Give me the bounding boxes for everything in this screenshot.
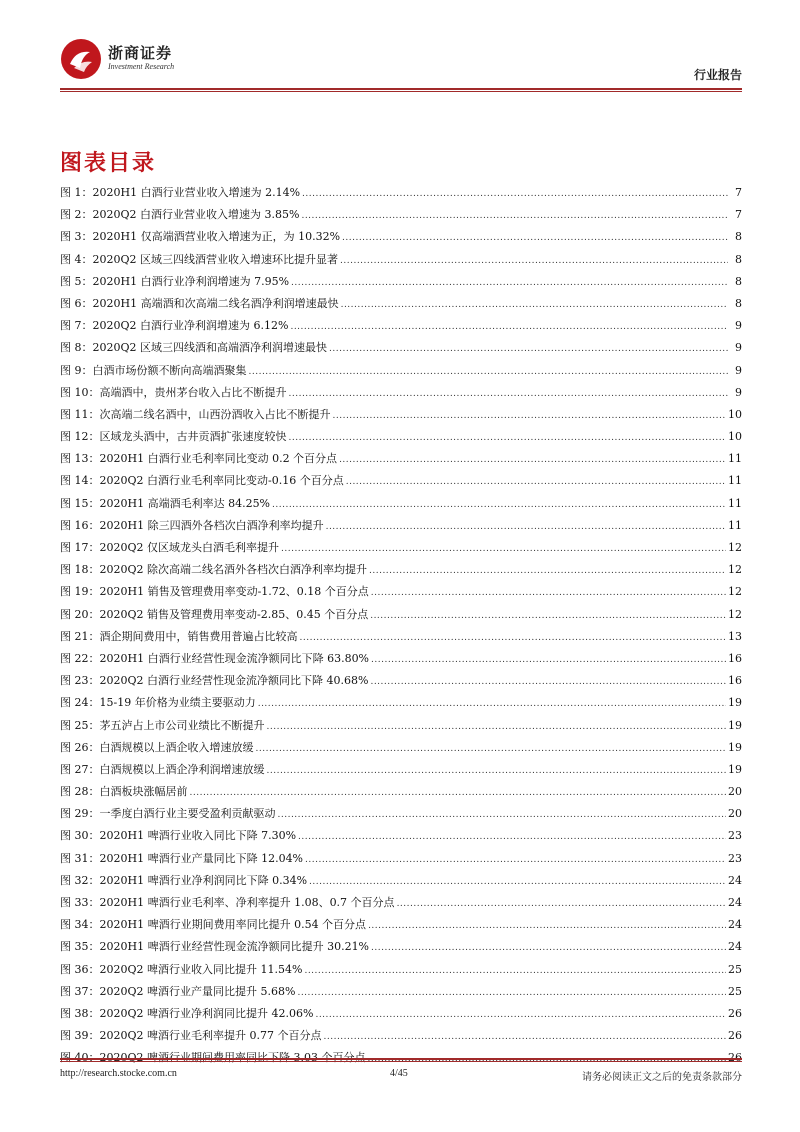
toc-entry[interactable] [60, 293, 742, 315]
toc-entry-label: 图 16：2020H1 除三四酒外各档次白酒净利率均提升 [60, 518, 324, 532]
toc-entry[interactable] [60, 559, 742, 581]
toc-entry-page: 7 [735, 186, 742, 199]
toc-entry-page: 8 [735, 252, 742, 266]
toc-entry[interactable] [60, 271, 742, 293]
brand-name: 浙商证券 [108, 44, 173, 62]
toc-entry-page: 10 [728, 407, 742, 421]
toc-entry-page: 16 [728, 674, 742, 688]
toc-entry-label: 图 37：2020Q2 啤酒行业产量同比提升 5.68% [60, 984, 296, 998]
page-header [60, 38, 742, 88]
toc-leader-dots [281, 538, 726, 560]
toc-entry[interactable] [60, 715, 742, 737]
toc-leader-dots [370, 671, 726, 693]
page-number: 4/45 [390, 1068, 408, 1079]
footer-divider-thin [60, 1061, 742, 1062]
toc-entry-label: 图 33：2020H1 啤酒行业毛利率、净利率提升 1.08、0.7 个百分点 [60, 896, 395, 909]
toc-entry-page: 12 [728, 563, 742, 577]
toc-entry[interactable] [60, 981, 742, 1003]
toc-entry-label: 图 32：2020H1 啤酒行业净利润同比下降 0.34% [60, 873, 308, 887]
toc-entry[interactable] [60, 648, 742, 670]
toc-leader-dots [289, 427, 727, 449]
toc-entry[interactable] [60, 781, 742, 803]
toc-leader-dots [267, 716, 727, 738]
toc-leader-dots [346, 471, 726, 493]
toc-entry-label: 图 13：2020H1 白酒行业毛利率同比变动 0.2 个百分点 [60, 452, 338, 466]
toc-leader-dots [324, 1026, 727, 1048]
toc-entry[interactable] [60, 426, 742, 448]
toc-leader-dots [371, 582, 726, 604]
toc-entry[interactable] [60, 1003, 742, 1025]
toc-entry[interactable] [60, 692, 742, 714]
toc-leader-dots [309, 871, 726, 893]
toc-leader-dots [339, 449, 726, 471]
toc-entry-label: 图 31：2020H1 啤酒行业产量同比下降 12.04% [60, 851, 304, 865]
toc-entry-page: 24 [728, 940, 742, 954]
toc-entry-label: 图 24：15-19 年价格为业绩主要驱动力 [60, 696, 256, 710]
toc-entry[interactable] [60, 515, 742, 537]
toc-entry[interactable] [60, 204, 742, 226]
toc-entry-page: 12 [728, 541, 742, 554]
toc-entry-label: 图 4：2020Q2 区域三四线酒营业收入增速环比提升显著 [60, 252, 339, 266]
toc-leader-dots [368, 915, 726, 937]
toc-leader-dots [291, 272, 728, 294]
toc-entry-label: 图 25：茅五泸占上市公司业绩比不断提升 [60, 718, 265, 732]
toc-entry-page: 20 [728, 785, 742, 799]
report-type: 行业报告 [693, 68, 742, 82]
toc-entry[interactable] [60, 493, 742, 515]
toc-entry-label: 图 8：2020Q2 区域三四线酒和高端酒净利润增速最快 [60, 341, 328, 355]
toc-entry-label: 图 29：一季度白酒行业主要受盈利贡献驱动 [60, 807, 276, 821]
toc-entry-label: 图 27：白酒规模以上酒企净利润增速放缓 [60, 762, 265, 776]
toc-leader-dots [329, 338, 728, 360]
toc-leader-dots [315, 1004, 726, 1026]
toc-entry-label: 图 23：2020Q2 白酒行业经营性现金流净额同比下降 40.68% [60, 674, 369, 688]
toc-leader-dots [333, 405, 727, 427]
toc-entry-page: 19 [728, 740, 742, 754]
toc-entry-label: 图 6：2020H1 高端酒和次高端二线名酒净利润增速最快 [60, 296, 339, 310]
brand-logo-icon [60, 38, 102, 80]
toc-entry-page: 23 [728, 829, 742, 843]
toc-entry-label: 图 10：高端酒中，贵州茅台收入占比不断提升 [60, 385, 287, 399]
toc-entry-page: 19 [728, 718, 742, 732]
toc-leader-dots [249, 361, 729, 383]
toc-entry[interactable] [60, 249, 742, 271]
toc-leader-dots [342, 227, 728, 249]
toc-entry-label: 图 21：酒企期间费用中，销售费用普遍占比较高 [60, 629, 298, 643]
brand-subtitle: Investment Research [108, 62, 175, 71]
header-divider-thin [60, 91, 742, 92]
toc-entry-label: 图 11：次高端二线名酒中，山西汾酒收入占比不断提升 [60, 407, 331, 421]
toc-entry[interactable] [60, 360, 742, 382]
toc-leader-dots [297, 982, 726, 1004]
toc-entry-page: 9 [735, 341, 742, 355]
toc-entry-page: 13 [728, 629, 742, 643]
toc-entry[interactable] [60, 626, 742, 648]
toc-entry-page: 8 [735, 296, 742, 310]
toc-leader-dots [371, 649, 726, 671]
toc-leader-dots [397, 893, 726, 915]
toc-entry-page: 24 [728, 873, 742, 887]
toc-entry[interactable] [60, 182, 742, 204]
toc-entry-page: 9 [735, 363, 742, 377]
toc-entry-label: 图 26：白酒规模以上酒企收入增速放缓 [60, 740, 254, 754]
toc-entry[interactable] [60, 936, 742, 958]
toc-leader-dots [341, 294, 728, 316]
toc-entry-page: 19 [728, 762, 742, 776]
toc-entry[interactable] [60, 537, 742, 559]
toc-entry-label: 图 20：2020Q2 销售及管理费用率变动-2.85、0.45 个百分点 [60, 607, 369, 621]
header-divider [60, 88, 742, 90]
toc-entry-page: 16 [728, 651, 742, 665]
toc-entry-label: 图 36：2020Q2 啤酒行业收入同比提升 11.54% [60, 962, 303, 976]
toc-entry[interactable] [60, 848, 742, 870]
toc-entry-label: 图 15：2020H1 高端酒毛利率达 84.25% [60, 496, 271, 510]
footer-disclaimer: 请务必阅读正文之后的免责条款部分 [582, 1072, 742, 1083]
toc-entry-label: 图 9：白酒市场份额不断向高端酒聚集 [60, 363, 247, 377]
toc-entry-label: 图 30：2020H1 啤酒行业收入同比下降 7.30% [60, 829, 297, 843]
toc-entry-page: 9 [735, 385, 742, 399]
toc-leader-dots [298, 826, 726, 848]
toc-entry[interactable] [60, 337, 742, 359]
toc-entry-label: 图 39：2020Q2 啤酒行业毛利率提升 0.77 个百分点 [60, 1029, 322, 1043]
toc-leader-dots [190, 782, 727, 804]
toc-entry-label: 图 18：2020Q2 除次高端二线名酒外各档次白酒净利率均提升 [60, 563, 367, 577]
toc-entry-label: 图 2：2020Q2 白酒行业营业收入增速为 3.85% [60, 208, 300, 222]
toc-entry-page: 7 [735, 208, 742, 222]
toc-entry-label: 图 12：区域龙头酒中，古井贡酒扩张速度较快 [60, 430, 287, 444]
toc-entry[interactable] [60, 315, 742, 337]
toc-entry-label: 图 1：2020H1 白酒行业营业收入增速为 2.14% [60, 186, 301, 199]
toc-entry-page: 20 [728, 807, 742, 821]
footer-divider [60, 1058, 742, 1060]
toc-entry-page: 23 [728, 851, 742, 865]
toc-entry-page: 12 [728, 585, 742, 599]
toc-entry[interactable] [60, 1025, 742, 1047]
toc-leader-dots [302, 183, 728, 205]
toc-entry-page: 24 [728, 896, 742, 909]
toc-leader-dots [304, 960, 726, 982]
toc-leader-dots [267, 760, 727, 782]
toc-entry-label: 图 17：2020Q2 仅区域龙头白酒毛利率提升 [60, 541, 279, 554]
toc-leader-dots [278, 804, 727, 826]
toc-entry[interactable] [60, 226, 742, 248]
toc-leader-dots [369, 560, 726, 582]
toc-leader-dots [256, 738, 727, 760]
toc-entry[interactable] [60, 803, 742, 825]
toc-entry[interactable] [60, 892, 742, 914]
toc-entry-label: 图 28：白酒板块涨幅居前 [60, 785, 188, 799]
toc-leader-dots [300, 627, 727, 649]
footer-url-link[interactable]: http://research.stocke.com.cn [60, 1068, 177, 1079]
toc-leader-dots [326, 516, 726, 538]
toc-entry-page: 11 [728, 496, 742, 510]
toc-entry-page: 11 [728, 474, 742, 488]
toc-entry-page: 12 [728, 607, 742, 621]
toc-entry-label: 图 19：2020H1 销售及管理费用率变动-1.72、0.18 个百分点 [60, 585, 369, 599]
toc-entry-label: 图 35：2020H1 啤酒行业经营性现金流净额同比提升 30.21% [60, 940, 370, 954]
toc-entry-page: 10 [728, 430, 742, 444]
toc-entry-page: 24 [728, 918, 742, 932]
toc-leader-dots [301, 205, 728, 227]
toc-entry[interactable] [60, 581, 742, 603]
toc-entry-label: 图 14：2020Q2 白酒行业毛利率同比变动-0.16 个百分点 [60, 474, 344, 488]
toc-entry-label: 图 5：2020H1 白酒行业净利润增速为 7.95% [60, 274, 290, 288]
toc-leader-dots [371, 937, 726, 959]
toc-entry[interactable] [60, 470, 742, 492]
toc-entry-label: 图 3：2020H1 仅高端酒营业收入增速为正，为 10.32% [60, 230, 341, 244]
toc-leader-dots [290, 316, 728, 338]
toc-entry-page: 19 [728, 696, 742, 710]
toc-entry-label: 图 34：2020H1 啤酒行业期间费用率同比提升 0.54 个百分点 [60, 918, 367, 932]
toc-entry[interactable] [60, 382, 742, 404]
toc-entry-page: 26 [728, 1029, 742, 1043]
toc-entry-label: 图 38：2020Q2 啤酒行业净利润同比提升 42.06% [60, 1006, 314, 1020]
toc-entry-page: 26 [728, 1006, 742, 1020]
toc-entry-page: 25 [728, 962, 742, 976]
toc-entry[interactable] [60, 759, 742, 781]
toc-entry-label: 图 7：2020Q2 白酒行业净利润增速为 6.12% [60, 319, 289, 333]
toc-entry[interactable] [60, 604, 742, 626]
toc-leader-dots [340, 250, 728, 272]
toc-entry[interactable] [60, 670, 742, 692]
toc-title: 图表目录 [60, 151, 157, 176]
toc-leader-dots [370, 605, 726, 627]
toc-entry-label: 图 22：2020H1 白酒行业经营性现金流净额同比下降 63.80% [60, 651, 370, 665]
toc-entry[interactable] [60, 404, 742, 426]
toc-leader-dots [258, 693, 726, 715]
toc-entry-page: 11 [728, 518, 742, 532]
toc-leader-dots [289, 383, 729, 405]
toc-entry-page: 25 [728, 984, 742, 998]
toc-entry[interactable] [60, 737, 742, 759]
toc-entry[interactable] [60, 870, 742, 892]
toc-entry-page: 11 [728, 452, 742, 466]
toc-entry[interactable] [60, 825, 742, 847]
toc-entry[interactable] [60, 914, 742, 936]
toc-list [60, 182, 742, 1070]
toc-entry[interactable] [60, 448, 742, 470]
toc-entry[interactable] [60, 959, 742, 981]
toc-entry-page: 9 [735, 319, 742, 333]
toc-entry-page: 8 [735, 230, 742, 244]
toc-leader-dots [272, 494, 726, 516]
toc-entry-page: 8 [735, 274, 742, 288]
toc-leader-dots [305, 849, 726, 871]
